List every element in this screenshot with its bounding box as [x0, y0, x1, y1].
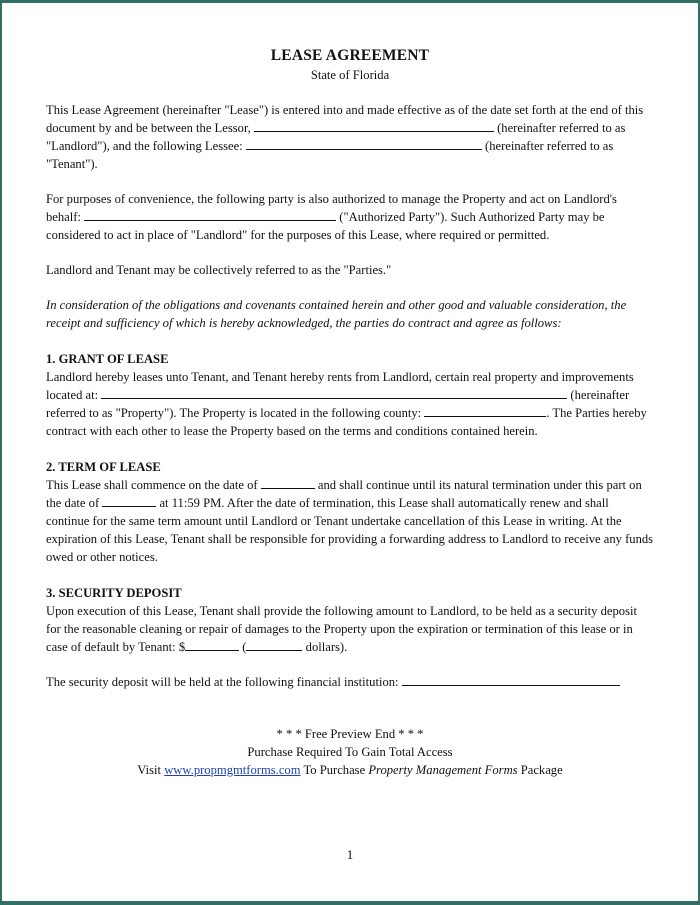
lessor-name-blank[interactable] [254, 119, 494, 132]
section-3-text-a: Upon execution of this Lease, Tenant shall provide the following amount to Landlord, to be held as a security deposit for the reasonable cleaning or repair of damages to the Property upon the expiration or termination of this lease or in case of default by Tenant: $ [46, 604, 638, 654]
section-2-text-c: at 11:59 PM. After the date of termination, this Lease shall automatically renew and shall continue for the same term amount until Landlord or Tenant undertake cancellation of this Lease in writing. At the expiration of this Lease, Tenant shall be responsible for providing a forwarding address to Landlord to receive any funds owed or other notices. [46, 496, 654, 564]
section-3-text-b: ( [242, 640, 247, 654]
visit-line [46, 761, 654, 779]
intro-text-lessor: This Lease Agreement (hereinafter "Lease") is entered into and made effective as of the date set forth at the end of this document by and be between the Lessor, [46, 103, 644, 135]
intro-text-lessee: (hereinafter referred to as "Landlord"), and the following Lessee: [46, 121, 626, 153]
preview-footer [46, 725, 654, 779]
intro-paragraph-consideration: In consideration of the obligations and covenants contained herein and other good and valuable consideration, the receipt and sufficiency of which is hereby acknowledged, the parties do contract and agree as follows: [46, 298, 627, 330]
section-2-body [46, 476, 654, 566]
financial-institution-blank[interactable] [402, 673, 620, 686]
page-border-bottom [0, 901, 700, 905]
section-1-text-c: . The Parties hereby contract with each other to lease the Property based on the terms and conditions contained herein. [46, 406, 647, 438]
document-page [46, 46, 654, 779]
section-2-title: 2. TERM OF LEASE [46, 460, 161, 474]
intro-paragraph-authorized-party [46, 190, 654, 244]
authorized-party-text: For purposes of convenience, the following party is also authorized to manage the Property and act on Landlord's behalf: [46, 192, 617, 224]
page-border-top [0, 0, 700, 3]
lessee-name-blank[interactable] [246, 137, 482, 150]
preview-end-notice: * * * Free Preview End * * * [276, 727, 424, 741]
section-1-text-a: Landlord hereby leases unto Tenant, and Tenant hereby rents from Landlord, certain real property and improvements located at: [46, 370, 634, 402]
intro-paragraph-parties [46, 101, 654, 173]
authorized-party-blank[interactable] [84, 208, 336, 221]
document-title: LEASE AGREEMENT [270, 47, 430, 64]
section-3-title: 3. SECURITY DEPOSIT [46, 586, 182, 600]
section-3-text-c: dollars). [305, 640, 348, 654]
package-text: Package [520, 763, 563, 777]
section-1-text-b: (hereinafter referred to as "Property"). The Property is located in the following county: [46, 388, 630, 420]
visit-text: Visit [137, 763, 162, 777]
section-3-text-d: The security deposit will be held at the following financial institution: [46, 675, 399, 689]
package-name: Property Management Forms [368, 763, 518, 777]
section-3-institution [46, 673, 654, 691]
page-border-left [0, 0, 2, 905]
termination-date-blank[interactable] [102, 494, 156, 507]
section-1-body [46, 368, 654, 440]
deposit-amount-blank[interactable] [185, 638, 239, 651]
purchase-required-notice: Purchase Required To Gain Total Access [247, 745, 453, 759]
propmgmtforms-link[interactable]: www.propmgmtforms.com [164, 763, 301, 777]
to-purchase-text: To Purchase [303, 763, 366, 777]
intro-paragraph-parties-collective: Landlord and Tenant may be collectively referred to as the "Parties." [46, 263, 392, 277]
deposit-words-blank[interactable] [246, 638, 302, 651]
authorized-party-text-2: ("Authorized Party"). Such Authorized Party may be considered to act in place of "Landlord" for the purposes of this Lease, where required or permitted. [46, 210, 605, 242]
page-number: 1 [346, 847, 354, 862]
intro-text-tenant: (hereinafter referred to as "Tenant"). [46, 139, 614, 171]
document-subtitle: State of Florida [310, 68, 390, 82]
section-2-text-b: and shall continue until its natural termination under this part on the date of [46, 478, 642, 510]
section-2-text-a: This Lease shall commence on the date of [46, 478, 258, 492]
property-address-blank[interactable] [101, 386, 567, 399]
section-1-title: 1. GRANT OF LEASE [46, 352, 169, 366]
section-3-body [46, 602, 654, 656]
commence-date-blank[interactable] [261, 476, 315, 489]
county-blank[interactable] [424, 404, 546, 417]
